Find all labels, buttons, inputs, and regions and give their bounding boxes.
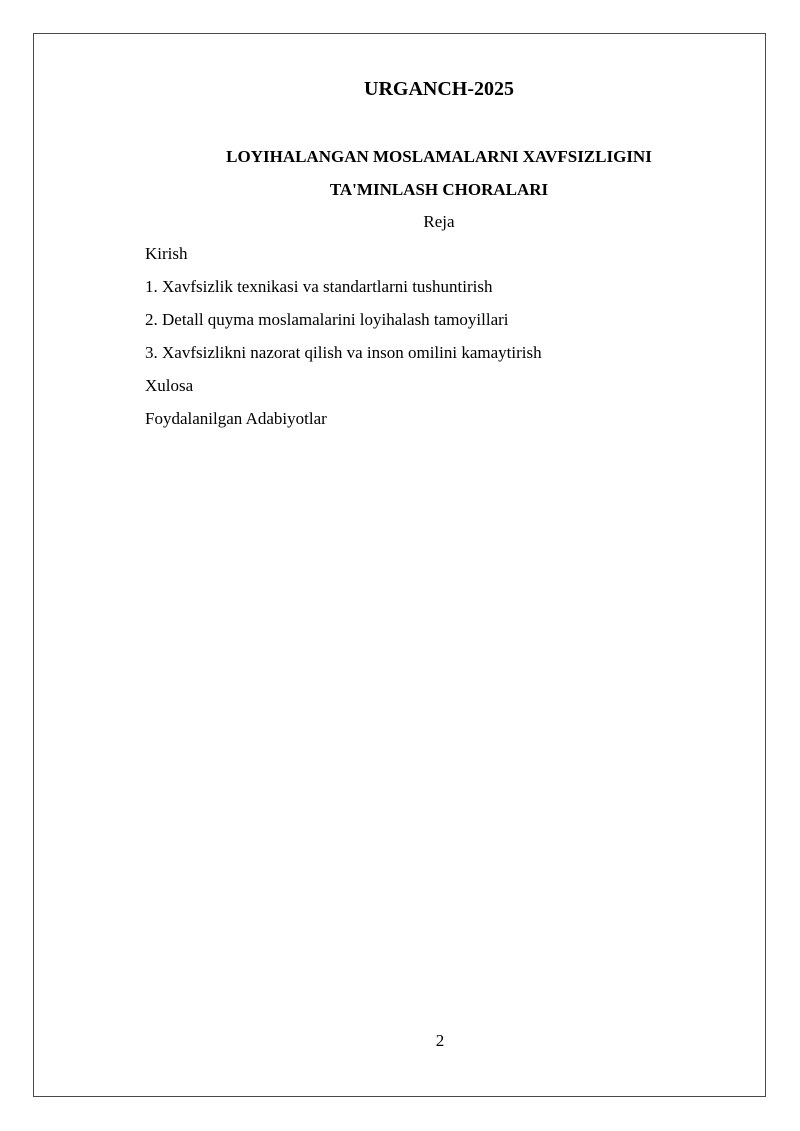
- plan-list: [145, 244, 542, 442]
- plan-item-references: Foydalanilgan Adabiyotlar: [145, 409, 327, 428]
- plan-item-conclusion: Xulosa: [145, 376, 194, 395]
- document-title-line-2: TA'MINLASH CHORALARI: [329, 180, 549, 199]
- page-number: 2: [435, 1031, 445, 1050]
- plan-item-2: 2. Detall quyma moslamalarini loyihalash tamoyillari: [145, 310, 509, 329]
- plan-item-3: 3. Xavfsizlikni nazorat qilish va inson omilini kamaytirish: [145, 343, 542, 362]
- plan-item-introduction: Kirish: [145, 244, 188, 263]
- document-title-line-1: LOYIHALANGAN MOSLAMALARNI XAVFSIZLIGINI: [226, 147, 652, 166]
- city-year-heading: URGANCH-2025: [364, 78, 514, 100]
- plan-item-1: 1. Xavfsizlik texnikasi va standartlarni tushuntirish: [145, 277, 493, 296]
- plan-heading: Reja: [423, 212, 455, 231]
